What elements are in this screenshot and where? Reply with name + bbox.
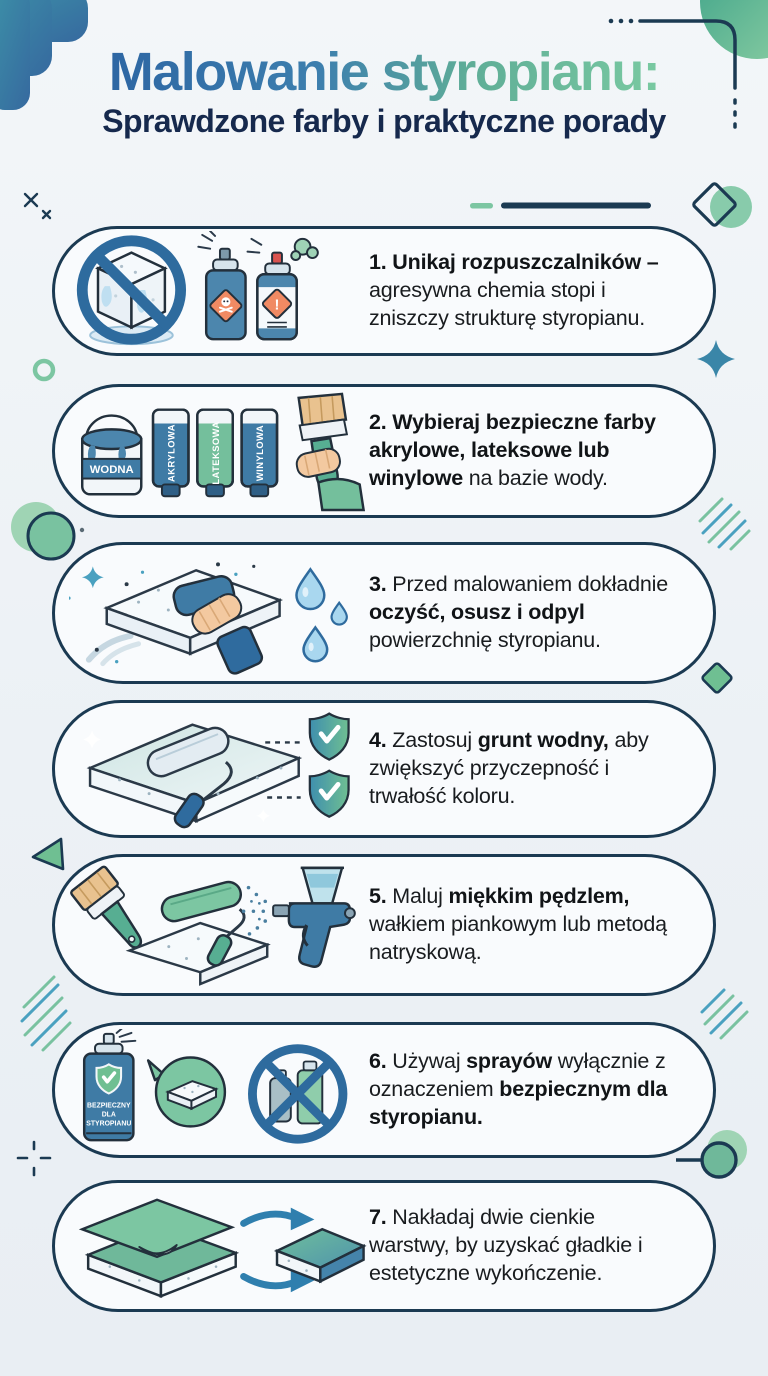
tip-5-text — [369, 883, 713, 967]
water-drops-icon — [296, 569, 346, 661]
tube-label-winylowa: WINYLOWA — [255, 424, 266, 482]
tip-2-segment: na bazie wody. — [462, 465, 608, 490]
tip-2-text — [369, 409, 713, 493]
safe-spray-illustration — [69, 1029, 367, 1151]
painting-tools-illustration — [69, 862, 367, 988]
decor-dash-line — [470, 203, 651, 209]
tip-3-illustration — [67, 550, 369, 676]
tip-card-5 — [52, 854, 716, 996]
two-layers-illustration — [69, 1186, 367, 1306]
tip-card-4 — [52, 700, 716, 838]
tip-4-segment: aby zwiększyć przyczepność i trwałość koloru. — [369, 728, 649, 808]
water-paint-can-icon — [82, 416, 141, 495]
spray-label-line-1: BEZPIECZNY — [87, 1102, 131, 1110]
tip-6-text — [369, 1048, 713, 1132]
tip-4-segment: Zastosuj — [386, 728, 478, 753]
tip-4-segment: grunt wodny, — [477, 728, 609, 753]
paint-tube-vinyl-icon — [242, 410, 277, 497]
tip-3-segment: oczyść, osusz i odpyl — [369, 600, 585, 625]
solvent-spray-cans-icon — [198, 231, 318, 339]
spray-label-line-2: DLA — [101, 1111, 116, 1119]
tip-7-illustration — [67, 1186, 369, 1306]
page-subtitle: Sprawdzone farby i praktyczne porady — [102, 102, 666, 139]
decor-triangle — [33, 839, 63, 869]
paint-can-label: WODNA — [89, 464, 134, 477]
tip-5-segment: wałkiem piankowym lub metodą natryskową. — [369, 912, 667, 964]
tip-7-segment: 7. — [369, 1205, 387, 1230]
safe-paints-illustration — [69, 390, 367, 512]
tip-1-text — [369, 249, 713, 333]
tip-6-segment: Używaj — [386, 1049, 467, 1074]
tip-7-text — [369, 1204, 713, 1288]
clean-surface-illustration — [69, 550, 367, 676]
tube-label-akrylowa: AKRYLOWA — [166, 423, 177, 482]
tip-2-illustration — [67, 390, 369, 512]
header — [0, 44, 768, 140]
spray-mist-dots — [242, 886, 267, 936]
no-solvents-illustration — [69, 231, 367, 351]
tip-1-segment: agresywna chemia stopi i zniszczy strukturę styropianu. — [369, 278, 645, 330]
tip-4-illustration — [67, 707, 369, 831]
no-styrofoam-cube-icon — [82, 241, 180, 344]
tip-6-segment: 6. — [369, 1049, 387, 1074]
tip-5-segment: miękkim pędzlem, — [448, 884, 630, 909]
paint-tube-latex-icon — [197, 410, 232, 497]
tip-1-illustration — [67, 231, 369, 351]
hazard-exclamation-glyph: ! — [274, 297, 280, 314]
tip-4-text — [369, 727, 713, 811]
tip-6-illustration — [67, 1029, 369, 1151]
primer-illustration — [69, 707, 367, 831]
tip-6-segment: wyłącznie z oznaczeniem — [369, 1049, 666, 1102]
styrofoam-speech-bubble-icon — [148, 1058, 225, 1127]
tip-card-7 — [52, 1180, 716, 1312]
tip-7-segment: Nakładaj dwie cienkie warstwy, by uzyskać gładkie i estetyczne wykończenie. — [369, 1205, 643, 1285]
tip-1-segment: 1. Unikaj rozpuszczalników – — [369, 250, 659, 275]
tip-5-segment: Maluj — [386, 884, 449, 909]
tip-2-segment: 2. Wybieraj bezpieczne farby akrylowe, lateksowe lub winylowe — [369, 410, 656, 490]
foam-roller-board-icon — [129, 879, 267, 984]
tip-5-segment: 5. — [369, 884, 387, 909]
decor-sparkle-star — [697, 340, 735, 378]
tip-card-3 — [52, 542, 716, 684]
decor-x-marks — [25, 194, 50, 218]
tip-4-segment: 4. — [369, 728, 387, 753]
tip-card-2 — [52, 384, 716, 518]
tip-card-1 — [52, 226, 716, 356]
decor-ring — [35, 361, 53, 379]
decor-hatch-left — [22, 977, 70, 1050]
tip-3-segment: Przed malowaniem dokładnie — [386, 572, 668, 597]
paint-tube-acrylic-icon — [153, 410, 188, 497]
tip-3-segment: 3. — [369, 572, 387, 597]
decor-dashed-cross — [18, 1142, 50, 1175]
spray-label-line-3: STYROPIANU — [86, 1120, 132, 1128]
tip-6-segment: bezpiecznym dla styropianu. — [369, 1077, 668, 1129]
decor-hatch-right-1 — [700, 499, 749, 549]
decor-diamond-green — [701, 662, 732, 693]
decor-hatch-right-2 — [702, 990, 747, 1038]
tip-3-segment: powierzchnię styropianu. — [369, 627, 601, 652]
cleaning-board-icon — [69, 562, 280, 675]
no-unsafe-sprays-icon — [252, 1049, 343, 1140]
tip-6-segment: sprayów — [466, 1049, 553, 1074]
hand-with-brush-icon — [295, 394, 364, 510]
tip-card-6 — [52, 1022, 716, 1158]
tip-3-text — [369, 571, 713, 655]
primer-roller-board-icon — [83, 724, 299, 830]
decor-diamond-outline — [693, 183, 752, 228]
layered-boards-icon — [82, 1200, 235, 1296]
safe-spray-can-icon — [84, 1029, 135, 1140]
tip-5-illustration — [67, 862, 369, 988]
page-title: Malowanie styropianu: — [108, 42, 660, 102]
tube-label-lateksowa: LATEKSOWA — [210, 421, 221, 485]
finished-board-icon — [277, 1229, 364, 1281]
